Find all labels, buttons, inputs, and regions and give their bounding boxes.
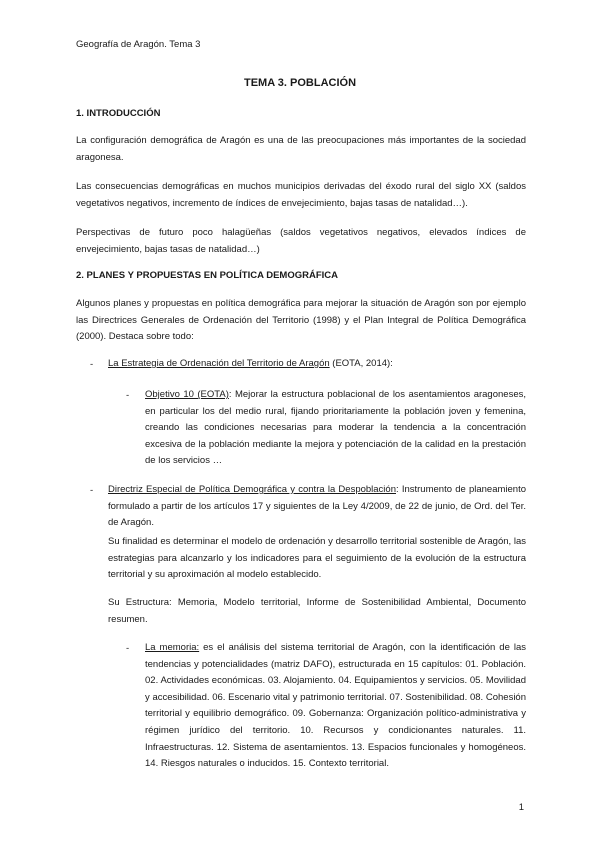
bullet-marker: -	[90, 359, 94, 370]
paragraph-intro-3: Perspectivas de futuro poco halagüeñas (saldos vegetativos negativos, elevados índices de envejecimiento, bajas tasas de natalidad…)	[76, 227, 526, 255]
bullet-marker: -	[90, 485, 94, 496]
bullet-marker: -	[126, 390, 130, 401]
paragraph-intro-2: Las consecuencias demográficas en muchos municipios derivadas del éxodo rural del siglo XX (saldos vegetativos negativos, incremento de índices de envejecimiento, bajas tasas de natalidad…).	[76, 181, 526, 209]
memoria-text: es el análisis del sistema territorial de Aragón, con la identificación de las tendencias y potencialidades (matriz DAFO), estructurada en 15 capítulos: 01. Población. 02. Actividades económicas. 03. Alojamiento. 04. Equipamientos y servicios. 05. Movilidad y accesibilidad. 06. Escenario vital y patrimonio territorial. 07. Sostenibilidad. 08. Cohesión territorial y equilibrio demográfico. 09. Gobernanza: Organización político-administrativa y régimen jurídico del territorio. 10. Recursos y condicionantes naturales. 11. Infraestructuras. 12. Sistema de asentamientos. 13. Espacios funcionales y homogéneos. 14. Riesgos naturales o inducidos. 15. Contexto territorial.	[145, 642, 526, 770]
section-heading-planes: 2. PLANES Y PROPUESTAS EN POLÍTICA DEMOGRÁFICA	[76, 270, 338, 281]
eota-link[interactable]: La Estrategia de Ordenación del Territorio de Aragón	[108, 358, 330, 369]
list-item-memoria	[145, 640, 526, 773]
directriz-text: : Instrumento de planeamiento formulado a partir de los artículos 17 y siguientes de la Ley 4/2009, de 22 de junio, de Ord. del Ter. de Aragón.	[108, 484, 526, 529]
paragraph-finalidad: Su finalidad es determinar el modelo de ordenación y desarrollo territorial sostenible de Aragón, las estrategias para alcanzarlo y los indicadores para el seguimiento de la evolución de la estructura territorial y su aproximación al modelo establecido.	[108, 536, 526, 581]
page-header: Geografía de Aragón. Tema 3	[76, 39, 201, 50]
memoria-link[interactable]: La memoria:	[145, 642, 200, 653]
objetivo-10-link[interactable]: Objetivo 10 (EOTA)	[145, 389, 229, 400]
bullet-marker: -	[126, 643, 130, 654]
list-item-objetivo-10	[145, 387, 526, 470]
eota-suffix: (EOTA, 2014):	[329, 358, 393, 369]
objetivo-10-text: : Mejorar la estructura poblacional de los asentamientos aragoneses, en particular los del medio rural, fijando prioritariamente la población joven y femenina, creando las condiciones necesarias para moderar la tendencia a la concentración excesiva de la población mediante la mejora y potenciación de la calidad en la prestación de los servicios …	[145, 389, 526, 467]
paragraph-planes-intro: Algunos planes y propuestas en política demográfica para mejorar la situación de Aragón son por ejemplo las Directrices Generales de Ordenación del Territorio (1998) y el Plan Integral de Política Demográfica (2000). Destaca sobre todo:	[76, 298, 526, 343]
document-title: TEMA 3. POBLACIÓN	[243, 77, 357, 89]
list-item-directriz	[108, 482, 526, 532]
directriz-link[interactable]: Directriz Especial de Política Demográfica y contra la Despoblación	[108, 484, 396, 495]
paragraph-estructura: Su Estructura: Memoria, Modelo territorial, Informe de Sostenibilidad Ambiental, Documento resumen.	[108, 597, 526, 625]
paragraph-intro-1: La configuración demográfica de Aragón es una de las preocupaciones más importantes de la sociedad aragonesa.	[76, 135, 526, 163]
page-number: 1	[518, 802, 524, 813]
section-heading-introduccion: 1. INTRODUCCIÓN	[76, 108, 161, 119]
list-item-eota	[108, 356, 526, 373]
